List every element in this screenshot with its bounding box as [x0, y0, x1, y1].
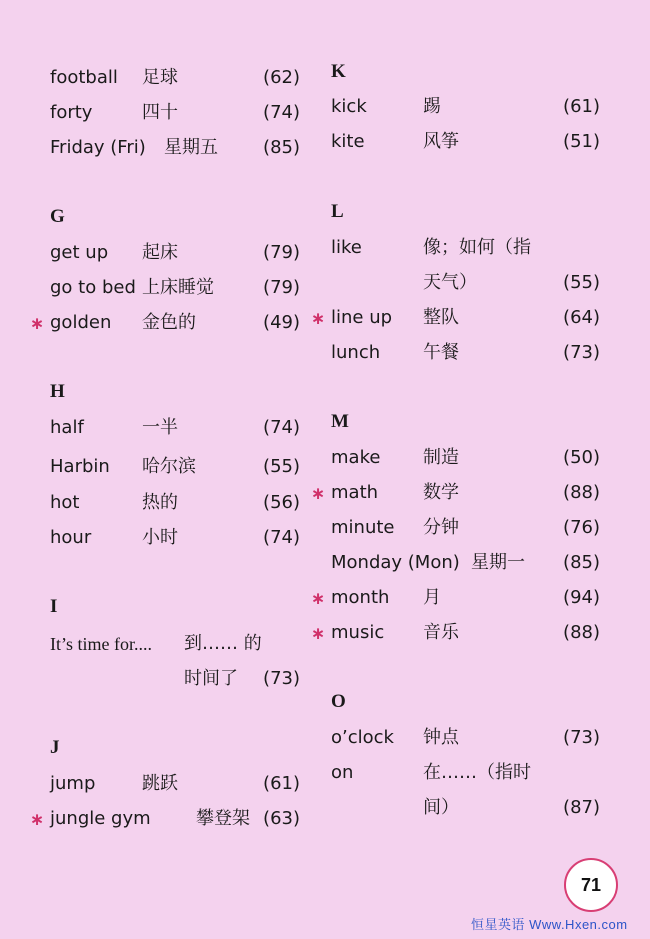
entry-word: Harbin: [50, 456, 110, 477]
entry-meaning: 小时: [142, 527, 178, 548]
entry-meaning: 足球: [142, 67, 178, 88]
entry-word: minute: [331, 517, 395, 538]
entry-page: (79): [263, 242, 300, 263]
entry-word: month: [331, 587, 390, 608]
entry-meaning: 星期五: [164, 137, 218, 158]
entry-page: (85): [563, 552, 600, 573]
entry-page: (74): [263, 417, 300, 438]
entry-page: (88): [563, 622, 600, 643]
page-number-badge: [564, 858, 618, 912]
entry-page: (79): [263, 277, 300, 298]
entry-meaning: 热的: [142, 492, 178, 513]
section-letter-i: I: [50, 596, 58, 617]
page-number: 71: [580, 874, 602, 895]
entry-meaning: 音乐: [423, 622, 459, 643]
section-letter-m: M: [331, 411, 349, 432]
entry-page: (85): [263, 137, 300, 158]
entry-word: hour: [50, 527, 92, 548]
entry-meaning: 到…… 的: [184, 633, 262, 654]
entry-word: o’clock: [331, 727, 394, 748]
entry-word: kite: [331, 131, 365, 152]
section-letter-k: K: [331, 61, 346, 82]
entry-meaning: 上床睡觉: [142, 277, 214, 298]
entry-page: (73): [563, 342, 600, 363]
entry-page: (73): [263, 668, 300, 689]
entry-meaning: 攀登架: [196, 808, 250, 829]
entry-word: football: [50, 67, 118, 88]
entry-page: (55): [263, 456, 300, 477]
entry-meaning: 像；如何（指: [423, 237, 531, 258]
entry-meaning: 月: [423, 587, 441, 608]
site-watermark: 恒星英语 Www.Hxen.com: [471, 917, 628, 932]
entry-page: (63): [263, 808, 300, 829]
entry-page: (73): [563, 727, 600, 748]
entry-word: jungle gym: [50, 808, 151, 829]
entry-meaning: 数学: [423, 482, 459, 503]
entry-meaning: 制造: [423, 447, 459, 468]
entry-word: get up: [50, 242, 109, 263]
optional-star-icon: ∗: [311, 589, 326, 609]
entry-page: (88): [563, 482, 600, 503]
entry-page: (74): [263, 102, 300, 123]
section-letter-l: L: [331, 201, 344, 222]
section-letter-j: J: [50, 737, 60, 758]
entry-meaning-continued: 时间了: [184, 668, 238, 689]
entry-page: (76): [563, 517, 600, 538]
section-letter-o: O: [331, 691, 346, 712]
entry-word: Friday (Fri): [50, 137, 146, 158]
optional-star-icon: ∗: [311, 309, 326, 329]
entry-meaning: 星期一: [471, 552, 525, 573]
entry-meaning: 四十: [142, 102, 178, 123]
entry-page: (50): [563, 447, 600, 468]
entry-meaning: 金色的: [142, 312, 196, 333]
optional-star-icon: ∗: [311, 484, 326, 504]
entry-meaning: 起床: [142, 242, 178, 263]
entry-word: hot: [50, 492, 80, 513]
entry-page: (55): [563, 272, 600, 293]
entry-page: (87): [563, 797, 600, 818]
entry-word: music: [331, 622, 385, 643]
entry-word: go to bed: [50, 277, 136, 298]
entry-page: (49): [263, 312, 300, 333]
entry-word: golden: [50, 312, 112, 333]
entry-word: half: [50, 417, 84, 438]
entry-page: (56): [263, 492, 300, 513]
entry-meaning-continued: 天气）: [423, 272, 477, 293]
entry-meaning: 跳跃: [142, 773, 178, 794]
entry-meaning: 整队: [423, 307, 459, 328]
entry-word: kick: [331, 96, 367, 117]
entry-meaning: 在……（指时: [423, 762, 531, 783]
entry-page: (61): [263, 773, 300, 794]
entry-meaning: 风筝: [423, 131, 459, 152]
section-letter-g: G: [50, 206, 65, 227]
optional-star-icon: ∗: [30, 810, 45, 830]
entry-word: math: [331, 482, 379, 503]
entry-word: lunch: [331, 342, 381, 363]
entry-page: (64): [563, 307, 600, 328]
entry-meaning-continued: 间）: [423, 797, 459, 818]
entry-word: forty: [50, 102, 93, 123]
entry-page: (62): [263, 67, 300, 88]
section-letter-h: H: [50, 381, 65, 402]
entry-meaning: 哈尔滨: [142, 456, 196, 477]
entry-word: like: [331, 237, 362, 258]
entry-meaning: 踢: [423, 96, 441, 117]
entry-page: (61): [563, 96, 600, 117]
entry-word: Monday (Mon): [331, 552, 460, 573]
optional-star-icon: ∗: [30, 314, 45, 334]
entry-word: line up: [331, 307, 393, 328]
entry-word: on: [331, 762, 354, 783]
entry-page: (74): [263, 527, 300, 548]
entry-meaning: 分钟: [423, 517, 459, 538]
entry-page: (94): [563, 587, 600, 608]
entry-page: (51): [563, 131, 600, 152]
entry-word: make: [331, 447, 381, 468]
entry-word: It’s time for....: [50, 634, 152, 654]
entry-meaning: 午餐: [423, 342, 459, 363]
entry-meaning: 钟点: [423, 727, 459, 748]
entry-meaning: 一半: [142, 417, 178, 438]
optional-star-icon: ∗: [311, 624, 326, 644]
entry-word: jump: [50, 773, 96, 794]
